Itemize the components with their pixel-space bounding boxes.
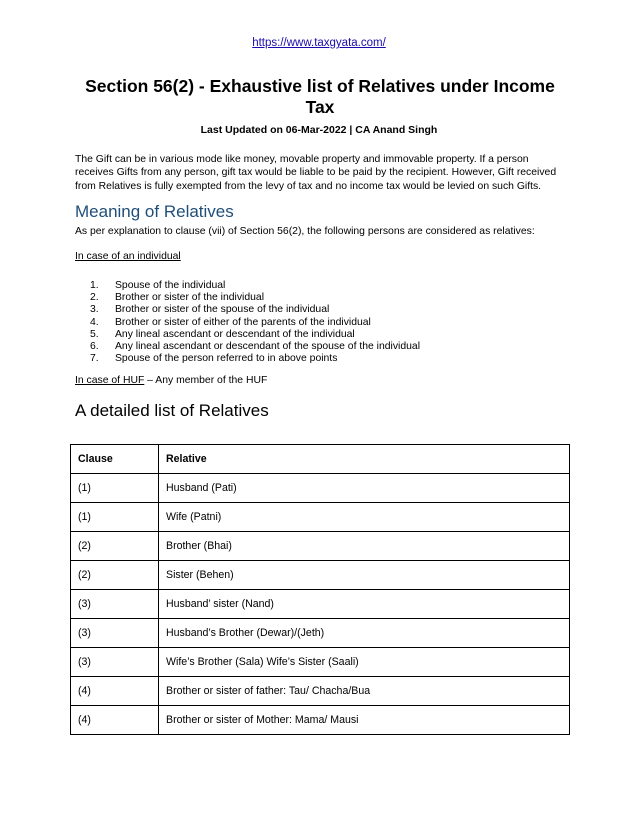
clause-cell: (1) [71,474,159,503]
list-item-text: Brother or sister of the spouse of the individual [115,304,330,316]
clause-cell: (4) [71,677,159,706]
table-row [71,619,570,648]
table-row [71,677,570,706]
table-row [71,532,570,561]
clause-cell: (2) [71,561,159,590]
table-row [71,706,570,735]
relative-cell: Sister (Behen) [159,561,570,590]
table-header-row [71,445,570,474]
clause-cell: (2) [71,532,159,561]
clause-cell: (3) [71,648,159,677]
list-item [90,353,420,365]
column-header-relative: Relative [159,445,570,474]
list-item-number: 7. [90,353,99,365]
clause-cell: (4) [71,706,159,735]
table-row [71,590,570,619]
huf-label: In case of HUF [75,375,145,386]
relatives-table [70,444,570,735]
individual-label: In case of an individual [75,251,181,262]
table-row [71,503,570,532]
relatives-list [90,280,420,365]
list-item-number: 2. [90,292,99,304]
last-updated-line: Last Updated on 06-Mar-2022 | CA Anand Singh [200,124,438,136]
relative-cell: Husband (Pati) [159,474,570,503]
list-item [90,304,420,316]
source-url[interactable]: https://www.taxgyata.com/ [252,37,386,49]
column-header-clause: Clause [71,445,159,474]
relative-cell: Husband’s Brother (Dewar)/(Jeth) [159,619,570,648]
list-item [90,329,420,341]
intro-paragraph: The Gift can be in various mode like money, movable property and immovable property. If a person receives Gifts from any person, gift tax would be liable to be paid by the recipient. However, Gift received from Relatives is fully exempted from the levy of tax and no income tax would be levied on such Gifts. [75,154,557,192]
detailed-heading: A detailed list of Relatives [75,401,269,420]
relative-cell: Brother or sister of father: Tau/ Chacha/Bua [159,677,570,706]
table-row [71,474,570,503]
table-row [71,648,570,677]
relative-cell: Wife’s Brother (Sala) Wife’s Sister (Saali) [159,648,570,677]
list-item-text: Any lineal ascendant or descendant of the individual [115,328,355,340]
list-item-number: 4. [90,316,99,328]
document-title: Section 56(2) - Exhaustive list of Relatives under Income Tax [85,76,555,117]
relative-cell: Brother or sister of Mother: Mama/ Mausi [159,706,570,735]
huf-text: – Any member of the HUF [144,375,268,386]
explanation-text: As per explanation to clause (vii) of Section 56(2), the following persons are considered as relatives: [75,226,535,237]
relative-cell: Brother (Bhai) [159,532,570,561]
list-item-number: 3. [90,304,99,316]
list-item-text: Brother or sister of either of the parents of the individual [115,316,371,328]
table-row [71,561,570,590]
list-item-text: Brother or sister of the individual [115,292,265,304]
list-item-text: Any lineal ascendant or descendant of the spouse of the individual [115,341,421,353]
relative-cell: Wife (Patni) [159,503,570,532]
list-item [90,280,420,292]
list-item-number: 5. [90,328,99,340]
relative-cell: Husband’ sister (Nand) [159,590,570,619]
list-item-number: 1. [90,280,99,291]
list-item-text: Spouse of the person referred to in above points [115,353,338,365]
clause-cell: (1) [71,503,159,532]
clause-cell: (3) [71,619,159,648]
huf-line [75,375,267,386]
list-item-text: Spouse of the individual [115,280,226,291]
list-item-number: 6. [90,341,99,353]
list-item [90,317,420,329]
list-item [90,292,420,304]
meaning-heading: Meaning of Relatives [75,202,234,221]
list-item [90,341,420,353]
clause-cell: (3) [71,590,159,619]
